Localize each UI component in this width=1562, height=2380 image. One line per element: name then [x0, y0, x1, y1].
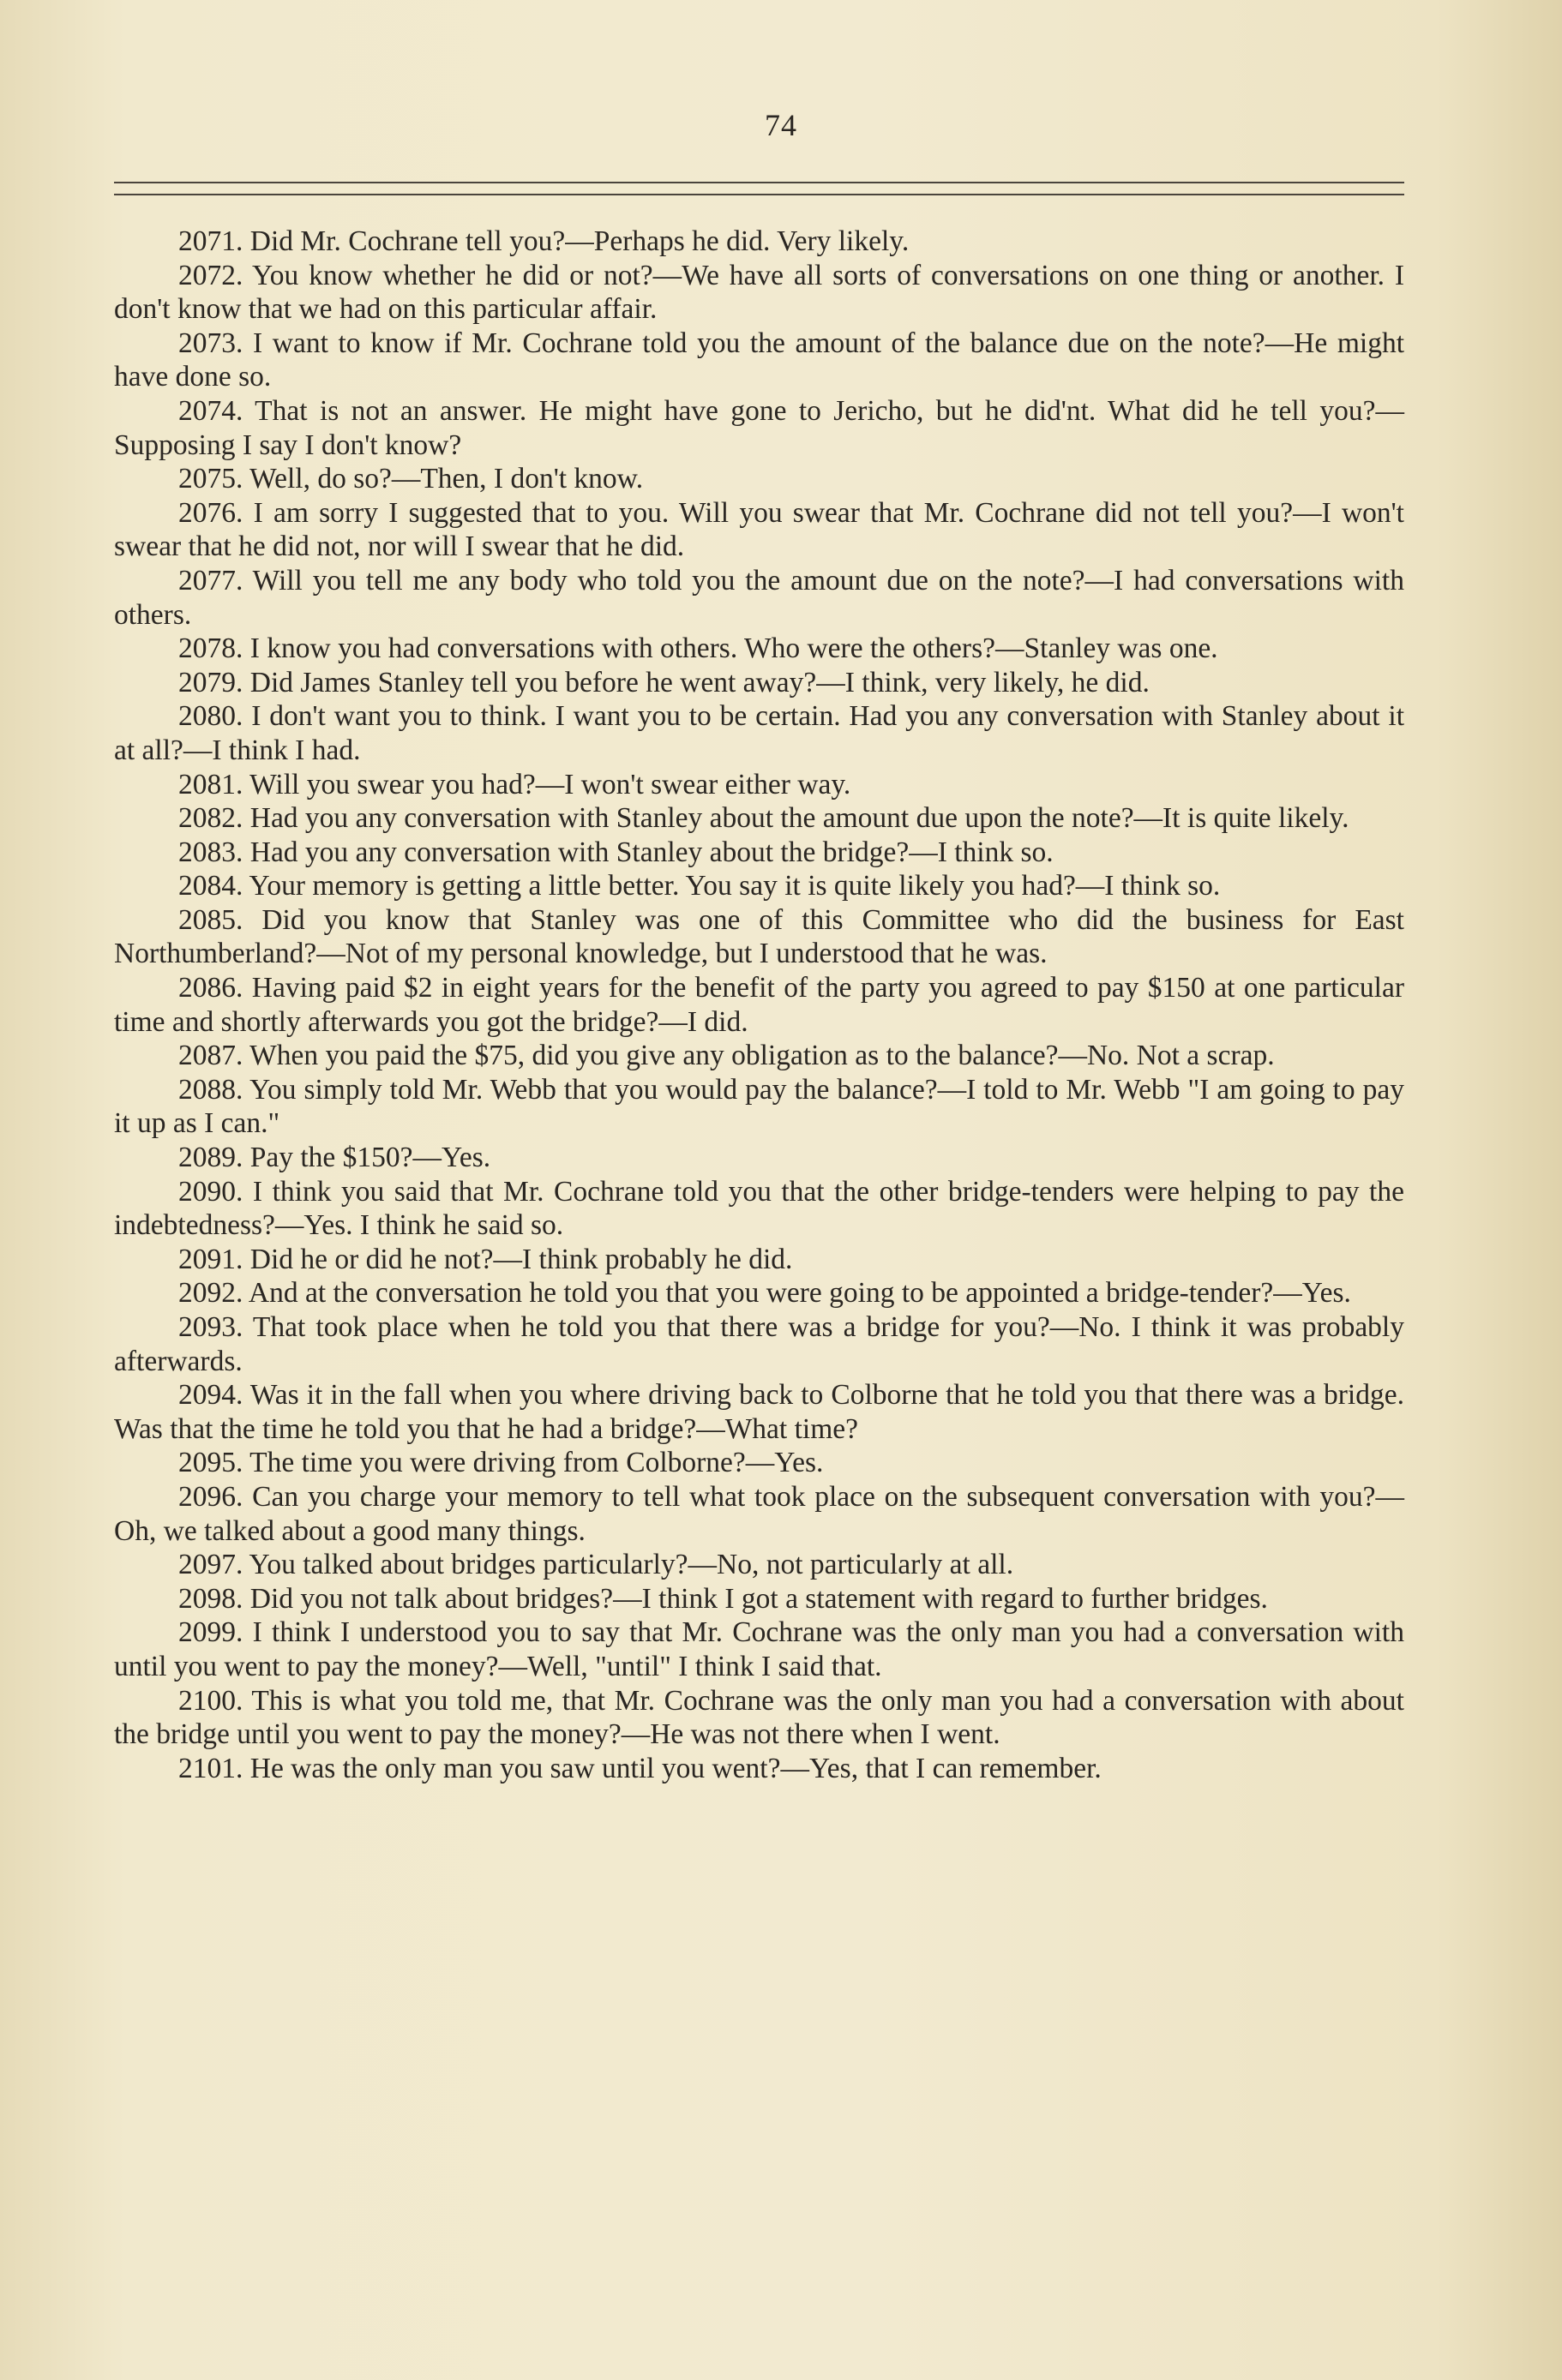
transcript-body [114, 225, 1404, 1785]
question-answer-2092: 2092. And at the conversation he told you that you were going to be appointed a bridge-tender?—Yes. [178, 1277, 1351, 1310]
question-answer-2091: 2091. Did he or did he not?—I think probably he did. [178, 1243, 793, 1275]
question-answer-2086: 2086. Having paid $2 in eight years for the benefit of the party you agreed to pay $150 at one particular time and shortly afterwards you got the bridge?—I did. [114, 972, 1404, 1038]
question-answer-2082: 2082. Had you any conversation with Stanley about the amount due upon the note?—It is quite likely. [178, 802, 1349, 835]
question-answer-2094: 2094. Was it in the fall when you where driving back to Colborne that he told you that there was a bridge. Was that the time he told you that he had a bridge?—What time? [114, 1379, 1404, 1445]
question-answer-2080: 2080. I don't want you to think. I want you to be certain. Had you any conversation with Stanley about it at all?—I think I had. [114, 700, 1404, 766]
question-answer-2085: 2085. Did you know that Stanley was one of this Committee who did the business for East Northumberland?—Not of my personal knowledge, but I understood that he was. [114, 903, 1404, 970]
question-answer-2095: 2095. The time you were driving from Colborne?—Yes. [178, 1447, 824, 1479]
question-answer-2090: 2090. I think you said that Mr. Cochrane told you that the other bridge-tenders were helping to pay the indebtedness?—Yes. I think he said so. [114, 1175, 1404, 1242]
question-answer-2079: 2079. Did James Stanley tell you before he went away?—I think, very likely, he did. [178, 666, 1150, 698]
question-answer-2089: 2089. Pay the $150?—Yes. [178, 1142, 491, 1174]
question-answer-2083: 2083. Had you any conversation with Stanley about the bridge?—I think so. [178, 836, 1054, 868]
question-answer-2072: 2072. You know whether he did or not?—We have all sorts of conversations on one thing or another. I don't know that we had on this particular affair. [114, 259, 1404, 326]
question-answer-2100: 2100. This is what you told me, that Mr. Cochrane was the only man you had a conversation with about the bridge until you went to pay the money?—He was not there when I went. [114, 1684, 1404, 1751]
question-answer-2087: 2087. When you paid the $75, did you give any obligation as to the balance?—No. Not a scrap. [178, 1040, 1275, 1072]
question-answer-2093: 2093. That took place when he told you that there was a bridge for you?—No. I think it was probably afterwards. [114, 1311, 1404, 1377]
question-answer-2097: 2097. You talked about bridges particularly?—No, not particularly at all. [178, 1549, 1014, 1581]
question-answer-2071: 2071. Did Mr. Cochrane tell you?—Perhaps he did. Very likely. [178, 225, 910, 257]
header-rule-bottom [114, 194, 1404, 195]
question-answer-2088: 2088. You simply told Mr. Webb that you would pay the balance?—I told to Mr. Webb "I am going to pay it up as I can." [114, 1073, 1404, 1140]
page-number: 74 [765, 108, 797, 142]
question-answer-2101: 2101. He was the only man you saw until you went?—Yes, that I can remember. [178, 1752, 1102, 1784]
question-answer-2081: 2081. Will you swear you had?—I won't swear either way. [178, 768, 851, 800]
question-answer-2074: 2074. That is not an answer. He might have gone to Jericho, but he did'nt. What did he tell you?—Supposing I say I don't know? [114, 394, 1404, 461]
question-answer-2075: 2075. Well, do so?—Then, I don't know. [178, 463, 644, 495]
question-answer-2073: 2073. I want to know if Mr. Cochrane told you the amount of the balance due on the note?—He might have done so. [114, 327, 1404, 393]
question-answer-2076: 2076. I am sorry I suggested that to you. Will you swear that Mr. Cochrane did not tell you?—I won't swear that he did not, nor will I swear that he did. [114, 496, 1404, 563]
header-rule-top [114, 182, 1404, 183]
question-answer-2096: 2096. Can you charge your memory to tell what took place on the subsequent conversation with you?—Oh, we talked about a good many things. [114, 1480, 1404, 1547]
question-answer-2077: 2077. Will you tell me any body who told you the amount due on the note?—I had conversations with others. [114, 564, 1404, 631]
question-answer-2078: 2078. I know you had conversations with others. Who were the others?—Stanley was one. [178, 632, 1218, 665]
question-answer-2098: 2098. Did you not talk about bridges?—I think I got a statement with regard to further bridges. [178, 1582, 1268, 1615]
question-answer-2084: 2084. Your memory is getting a little better. You say it is quite likely you had?—I think so. [178, 870, 1221, 902]
question-answer-2099: 2099. I think I understood you to say that Mr. Cochrane was the only man you had a conversation with until you went to pay the money?—Well, "until" I think I said that. [114, 1616, 1404, 1682]
